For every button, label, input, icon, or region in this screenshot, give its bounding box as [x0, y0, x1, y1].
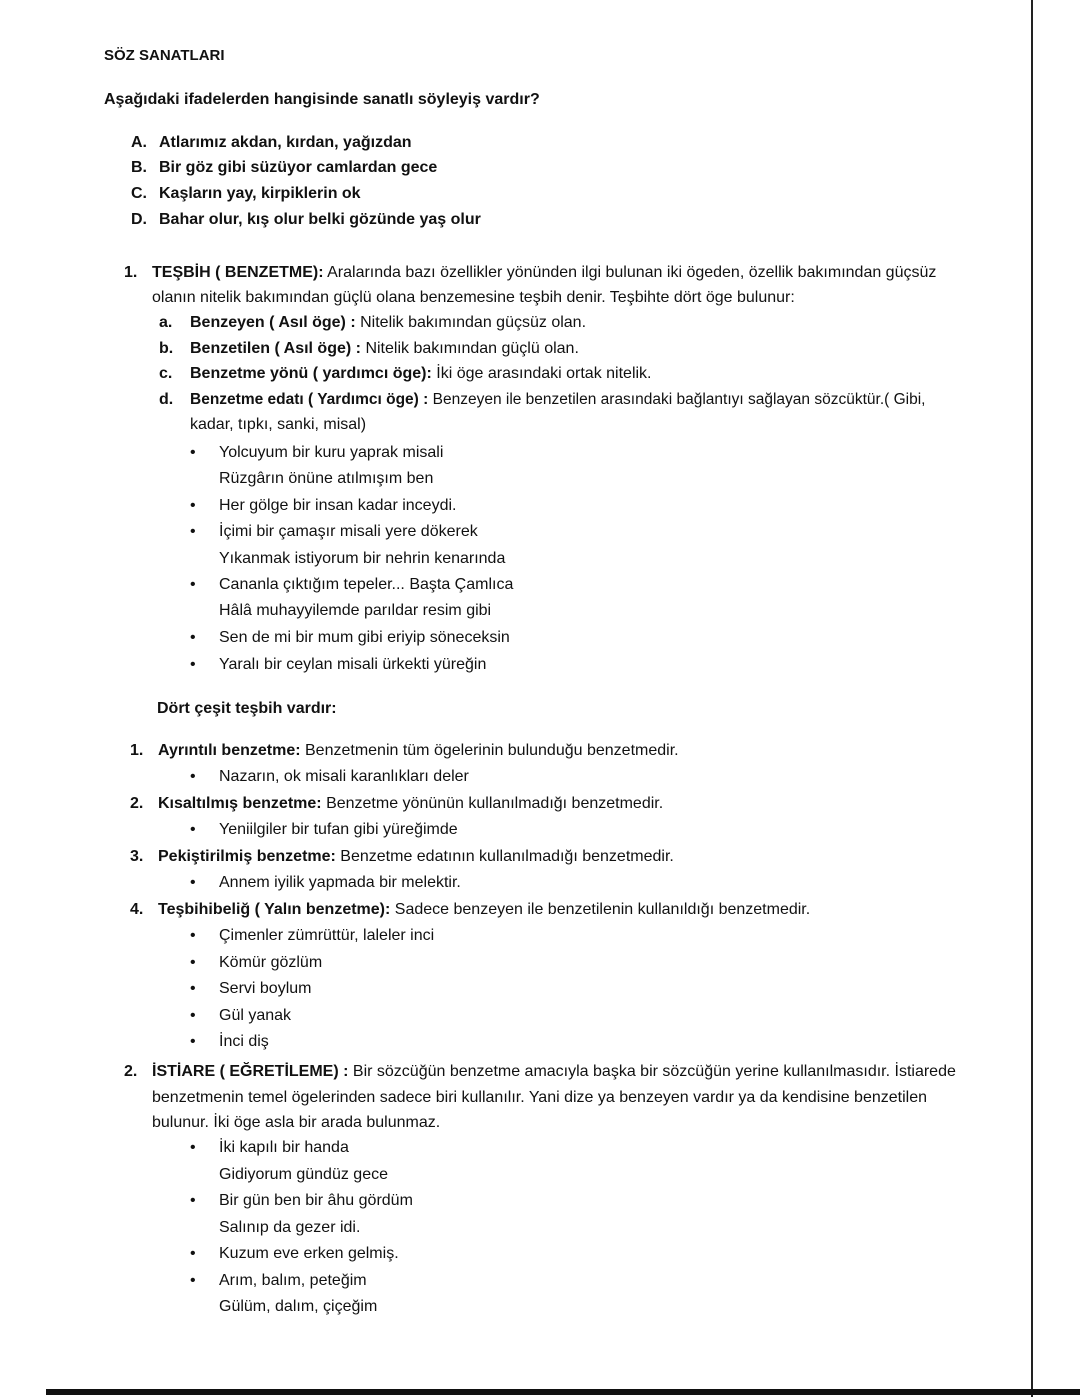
element-c-desc: İki öge arasındaki ortak nitelik.: [436, 365, 652, 382]
teshbih-example-3-line1: • İçimi bir çamaşır misali yere dökerek: [219, 519, 478, 545]
element-c-letter: c.: [159, 365, 173, 382]
type-4-example-2: • Kömür gözlüm: [219, 950, 322, 976]
element-a-term: Benzeyen ( Asıl öge) :: [190, 314, 356, 331]
element-b: [190, 336, 579, 362]
teshbih-example-2: • Her gölge bir insan kadar inceydi.: [219, 493, 456, 519]
element-a-letter: a.: [159, 314, 173, 331]
option-a-text: Atlarımız akdan, kırdan, yağızdan: [159, 134, 412, 151]
element-d-desc: Benzeyen ile benzetilen arasındaki bağlantıyı sağlayan sözcüktür.( Gibi,: [432, 391, 926, 408]
page-title: SÖZ SANATLARI: [104, 47, 225, 64]
teshbih-definition-text: Aralarında bazı özellikler yönünden ilgi bulunan iki ögeden, özellik bakımından güçsüz: [327, 264, 937, 281]
option-a-letter: A.: [131, 134, 147, 151]
type-1: [158, 738, 679, 764]
types-heading: Dört çeşit teşbih vardır:: [157, 700, 337, 717]
type-3-number: 3.: [130, 848, 144, 865]
type-1-example: • Nazarın, ok misali karanlıkları deler: [219, 764, 469, 790]
type-1-number: 1.: [130, 742, 144, 759]
type-4-example-3: • Servi boylum: [219, 976, 311, 1002]
type-3-term: Pekiştirilmiş benzetme:: [158, 848, 336, 865]
type-1-desc: Benzetmenin tüm ögelerinin bulunduğu benzetmedir.: [305, 742, 679, 759]
element-d: [190, 387, 925, 413]
question-prompt: Aşağıdaki ifadelerden hangisinde sanatlı söyleyiş vardır?: [104, 91, 540, 108]
element-a-desc: Nitelik bakımından güçsüz olan.: [360, 314, 587, 331]
type-3-example: • Annem iyilik yapmada bir melektir.: [219, 870, 461, 896]
teshbih-example-1-line2: Rüzgârın önüne atılmışım ben: [219, 470, 434, 487]
istiare-example-4-line2: Gülüm, dalım, çiçeğim: [219, 1298, 378, 1315]
type-4-number: 4.: [130, 901, 144, 918]
element-d-letter: d.: [159, 391, 174, 408]
istiare-example-2-line2: Salınıp da gezer idi.: [219, 1219, 361, 1236]
teshbih-definition-line1: [152, 260, 936, 286]
type-2-term: Kısaltılmış benzetme:: [158, 795, 322, 812]
type-2: [158, 791, 663, 817]
element-a: [190, 310, 586, 336]
istiare-definition-text: Bir sözcüğün benzetme amacıyla başka bir sözcüğün yerine kullanılmasıdır. İstiarede: [352, 1063, 956, 1080]
element-b-desc: Nitelik bakımından güçlü olan.: [365, 340, 579, 357]
page-bottom-border: [46, 1389, 1080, 1395]
type-1-term: Ayrıntılı benzetme:: [158, 742, 301, 759]
istiare-definition-line3: bulunur. İki öge asla bir arada bulunmaz.: [152, 1114, 441, 1131]
teshbih-example-6: • Yaralı bir ceylan misali ürkekti yüreğin: [219, 652, 486, 678]
element-b-term: Benzetilen ( Asıl öge) :: [190, 340, 361, 357]
istiare-example-2-line1: • Bir gün ben bir âhu gördüm: [219, 1188, 413, 1214]
element-c: [190, 361, 652, 387]
type-4: [158, 897, 810, 923]
teshbih-example-5: • Sen de mi bir mum gibi eriyip söneceksin: [219, 625, 510, 651]
type-4-example-1: • Çimenler zümrüttür, laleler inci: [219, 923, 434, 949]
option-d-letter: D.: [131, 211, 147, 228]
element-d-term: Benzetme edatı ( Yardımcı öge) :: [190, 391, 429, 408]
teshbih-definition-line2: olanın nitelik bakımından güçlü olana benzemesine teşbih denir. Teşbihte dört öge bulunur:: [152, 289, 795, 306]
istiare-example-1-line1: • İki kapılı bir handa: [219, 1135, 349, 1161]
option-b-text: Bir göz gibi süzüyor camlardan gece: [159, 159, 438, 176]
section-2-number: 2.: [124, 1063, 138, 1080]
type-3: [158, 844, 674, 870]
type-2-desc: Benzetme yönünün kullanılmadığı benzetmedir.: [326, 795, 664, 812]
istiare-example-1-line2: Gidiyorum gündüz gece: [219, 1166, 388, 1183]
teshbih-heading: TEŞBİH ( BENZETME):: [152, 264, 324, 281]
teshbih-example-3-line2: Yıkanmak istiyorum bir nehrin kenarında: [219, 550, 506, 567]
teshbih-example-4-line1: • Cananla çıktığım tepeler... Başta Çamlıca: [219, 572, 513, 598]
istiare-example-3: • Kuzum eve erken gelmiş.: [219, 1241, 399, 1267]
option-c-letter: C.: [131, 185, 147, 202]
type-4-desc: Sadece benzeyen ile benzetilenin kullanıldığı benzetmedir.: [394, 901, 811, 918]
teshbih-example-1-line1: • Yolcuyum bir kuru yaprak misali: [219, 440, 443, 466]
section-1-number: 1.: [124, 264, 138, 281]
page-right-border: [1031, 0, 1033, 1397]
type-2-example: • Yeniilgiler bir tufan gibi yüreğimde: [219, 817, 458, 843]
type-4-example-4: • Gül yanak: [219, 1003, 291, 1029]
istiare-definition-line1: [152, 1059, 956, 1085]
option-d-text: Bahar olur, kış olur belki gözünde yaş olur: [159, 211, 481, 228]
element-b-letter: b.: [159, 340, 174, 357]
type-3-desc: Benzetme edatının kullanılmadığı benzetmedir.: [340, 848, 674, 865]
teshbih-example-4-line2: Hâlâ muhayyilemde parıldar resim gibi: [219, 602, 492, 619]
istiare-definition-line2: benzetmenin temel ögelerinden sadece biri kullanılır. Yani dize ya benzeyen vardır ya da kendisine benzetilen: [152, 1089, 927, 1106]
type-4-example-5: • İnci diş: [219, 1029, 269, 1055]
type-2-number: 2.: [130, 795, 144, 812]
type-4-term: Teşbihibeliğ ( Yalın benzetme):: [158, 901, 391, 918]
istiare-heading: İSTİARE ( EĞRETİLEME) :: [152, 1063, 349, 1080]
option-b-letter: B.: [131, 159, 147, 176]
istiare-example-4-line1: • Arım, balım, peteğim: [219, 1268, 367, 1294]
element-c-term: Benzetme yönü ( yardımcı öge):: [190, 365, 432, 382]
option-c-text: Kaşların yay, kirpiklerin ok: [159, 185, 361, 202]
element-d-desc-cont: kadar, tıpkı, sanki, misal): [190, 416, 367, 433]
